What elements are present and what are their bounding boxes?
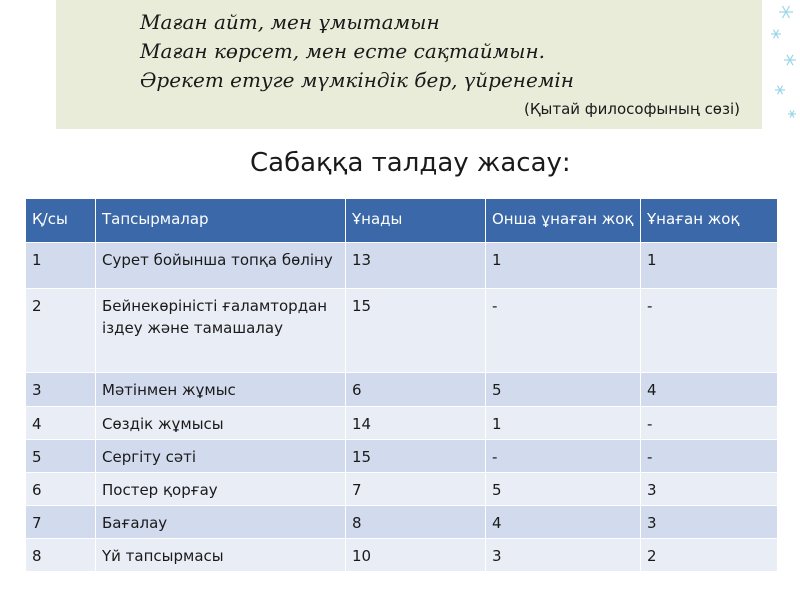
cell-not-so-liked: - xyxy=(486,440,641,473)
cell-disliked: 3 xyxy=(641,473,778,506)
cell-number: 2 xyxy=(26,289,96,373)
header-tasks: Тапсырмалар xyxy=(96,199,346,243)
cell-disliked: 3 xyxy=(641,506,778,539)
cell-disliked: 1 xyxy=(641,243,778,289)
cell-liked: 7 xyxy=(346,473,486,506)
quote-line-2: Маған көрсет, мен есте сақтаймын. xyxy=(140,39,545,63)
table-row xyxy=(26,473,778,506)
cell-number: 8 xyxy=(26,539,96,572)
cell-task: Бейнекөріністі ғаламтордан іздеу және тамашалау xyxy=(96,289,346,373)
cell-not-so-liked: 1 xyxy=(486,243,641,289)
cell-liked: 13 xyxy=(346,243,486,289)
cell-liked: 15 xyxy=(346,440,486,473)
header-disliked: Ұнаған жоқ xyxy=(641,199,778,243)
cell-liked: 14 xyxy=(346,407,486,440)
table-row xyxy=(26,539,778,572)
quote-line-3: Әрекет етуге мүмкіндік бер, үйренемін xyxy=(140,68,574,92)
table-row xyxy=(26,243,778,289)
table-row xyxy=(26,440,778,473)
cell-task: Сергіту сәті xyxy=(96,440,346,473)
table-row xyxy=(26,506,778,539)
cell-not-so-liked: 3 xyxy=(486,539,641,572)
quote-attribution: (Қытай философының сөзі) xyxy=(524,100,740,118)
cell-disliked: 4 xyxy=(641,373,778,407)
cell-liked: 10 xyxy=(346,539,486,572)
cell-task: Мәтінмен жұмыс xyxy=(96,373,346,407)
quote-line-1: Маған айт, мен ұмытамын xyxy=(140,10,440,34)
cell-number: 7 xyxy=(26,506,96,539)
cell-not-so-liked: - xyxy=(486,289,641,373)
quote-box xyxy=(56,0,762,129)
cell-number: 5 xyxy=(26,440,96,473)
cell-task: Сөздік жұмысы xyxy=(96,407,346,440)
cell-number: 4 xyxy=(26,407,96,440)
header-not-so-liked: Онша ұнаған жоқ xyxy=(486,199,641,243)
header-number: Қ/сы xyxy=(26,199,96,243)
cell-task: Сурет бойынша топқа бөліну xyxy=(96,243,346,289)
cell-task: Үй тапсырмасы xyxy=(96,539,346,572)
header-liked: Ұнады xyxy=(346,199,486,243)
cell-liked: 6 xyxy=(346,373,486,407)
cell-number: 6 xyxy=(26,473,96,506)
cell-number: 3 xyxy=(26,373,96,407)
cell-disliked: - xyxy=(641,407,778,440)
table-row xyxy=(26,407,778,440)
cell-liked: 15 xyxy=(346,289,486,373)
cell-not-so-liked: 5 xyxy=(486,473,641,506)
page-title: Сабаққа талдау жасау: xyxy=(250,148,571,178)
table-row xyxy=(26,289,778,373)
cell-task: Бағалау xyxy=(96,506,346,539)
table-header-row xyxy=(26,199,778,243)
cell-not-so-liked: 4 xyxy=(486,506,641,539)
cell-disliked: - xyxy=(641,440,778,473)
cell-disliked: 2 xyxy=(641,539,778,572)
cell-liked: 8 xyxy=(346,506,486,539)
snowflake-decoration-icon xyxy=(760,0,800,130)
analysis-table xyxy=(25,198,778,572)
cell-not-so-liked: 5 xyxy=(486,373,641,407)
cell-task: Постер қорғау xyxy=(96,473,346,506)
cell-not-so-liked: 1 xyxy=(486,407,641,440)
cell-number: 1 xyxy=(26,243,96,289)
table-row xyxy=(26,373,778,407)
cell-disliked: - xyxy=(641,289,778,373)
